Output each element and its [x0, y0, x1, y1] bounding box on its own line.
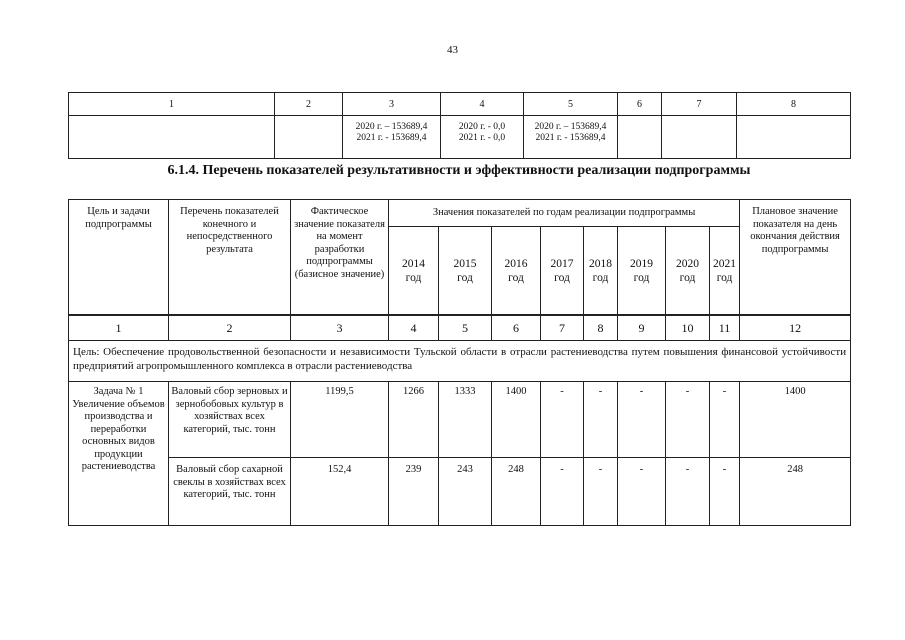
year-value: -: [618, 382, 666, 458]
continuation-header-row: [69, 93, 851, 116]
page-number: 43: [447, 44, 458, 56]
table-cell: [662, 116, 737, 159]
year-value: -: [710, 382, 740, 458]
header-actual-value: Фактическое значение показателя на момент разработки подпрограммы (базисное значение): [291, 200, 389, 316]
year-value: -: [710, 458, 740, 526]
funding-line: 2020 г. – 153689,4: [534, 122, 607, 132]
year-value: -: [541, 382, 584, 458]
continuation-table: [68, 92, 851, 159]
actual-value: 152,4: [291, 458, 389, 526]
goal-text: Цель: Обеспечение продовольственной безопасности и независимости Тульской области в отрасли растениеводства путем повышения финансовой устойчивости предприятий агропромышленного комплекса в отрасли растениеводства: [69, 341, 851, 382]
year-value: -: [584, 382, 618, 458]
column-number: 4: [441, 93, 524, 116]
year-value: -: [584, 458, 618, 526]
header-row: [69, 200, 851, 227]
header-indicators: Перечень показателей конечного и непосредственного результата: [169, 200, 291, 316]
column-number: 9: [618, 315, 666, 341]
funding-line: 2020 г. - 0,0: [458, 122, 506, 132]
column-number: 5: [524, 93, 618, 116]
year-value: -: [666, 458, 710, 526]
column-number: 8: [584, 315, 618, 341]
column-number: 1: [69, 315, 169, 341]
header-goal: Цель и задачи подпрограммы: [69, 200, 169, 316]
year-header: 2019 год: [618, 227, 666, 316]
table-cell: [618, 116, 662, 159]
year-value: -: [541, 458, 584, 526]
year-header: 2014 год: [389, 227, 439, 316]
table-row: [69, 458, 851, 526]
column-numbers-row: [69, 315, 851, 341]
column-number: 12: [740, 315, 851, 341]
column-number: 7: [662, 93, 737, 116]
column-number: 1: [69, 93, 275, 116]
header-values-by-year: Значения показателей по годам реализации подпрограммы: [389, 200, 740, 227]
task-cell: Задача № 1 Увеличение объемов производства и переработки основных видов продукции растениеводства: [69, 382, 169, 526]
funding-cell: [524, 116, 618, 159]
column-number: 7: [541, 315, 584, 341]
column-number: 10: [666, 315, 710, 341]
year-header: 2017 год: [541, 227, 584, 316]
table-cell: [275, 116, 343, 159]
planned-value: 248: [740, 458, 851, 526]
table-cell: [69, 116, 275, 159]
funding-cell: [441, 116, 524, 159]
column-number: 6: [618, 93, 662, 116]
column-number: 2: [169, 315, 291, 341]
column-number: 5: [439, 315, 492, 341]
section-title: 6.1.4. Перечень показателей результативности и эффективности реализации подпрограммы: [167, 163, 751, 178]
continuation-data-row: [69, 116, 851, 159]
table-cell: [737, 116, 851, 159]
year-value: 243: [439, 458, 492, 526]
table-row: [69, 382, 851, 458]
column-number: 2: [275, 93, 343, 116]
year-header: 2018 год: [584, 227, 618, 316]
year-value: 1333: [439, 382, 492, 458]
year-value: 1266: [389, 382, 439, 458]
actual-value: 1199,5: [291, 382, 389, 458]
column-number: 3: [343, 93, 441, 116]
year-value: 239: [389, 458, 439, 526]
indicators-table: [68, 199, 851, 526]
column-number: 3: [291, 315, 389, 341]
year-header: 2021 год: [710, 227, 740, 316]
indicator-name: Валовый сбор сахарной свеклы в хозяйствах всех категорий, тыс. тонн: [169, 458, 291, 526]
column-number: 8: [737, 93, 851, 116]
year-value: -: [666, 382, 710, 458]
year-value: 248: [492, 458, 541, 526]
funding-line: 2021 г. - 153689,4: [535, 133, 606, 143]
year-header: 2020 год: [666, 227, 710, 316]
goal-row: [69, 341, 851, 382]
planned-value: 1400: [740, 382, 851, 458]
year-value: -: [618, 458, 666, 526]
funding-line: 2021 г. - 153689,4: [356, 133, 427, 143]
funding-line: 2021 г. - 0,0: [458, 133, 506, 143]
column-number: 4: [389, 315, 439, 341]
header-planned-value: Плановое значение показателя на день окончания действия подпрограммы: [740, 200, 851, 316]
year-header: 2015 год: [439, 227, 492, 316]
funding-cell: [343, 116, 441, 159]
column-number: 11: [710, 315, 740, 341]
column-number: 6: [492, 315, 541, 341]
year-value: 1400: [492, 382, 541, 458]
year-header: 2016 год: [492, 227, 541, 316]
indicator-name: Валовый сбор зерновых и зернобобовых культур в хозяйствах всех категорий, тыс. тонн: [169, 382, 291, 458]
funding-line: 2020 г. – 153689,4: [355, 122, 428, 132]
